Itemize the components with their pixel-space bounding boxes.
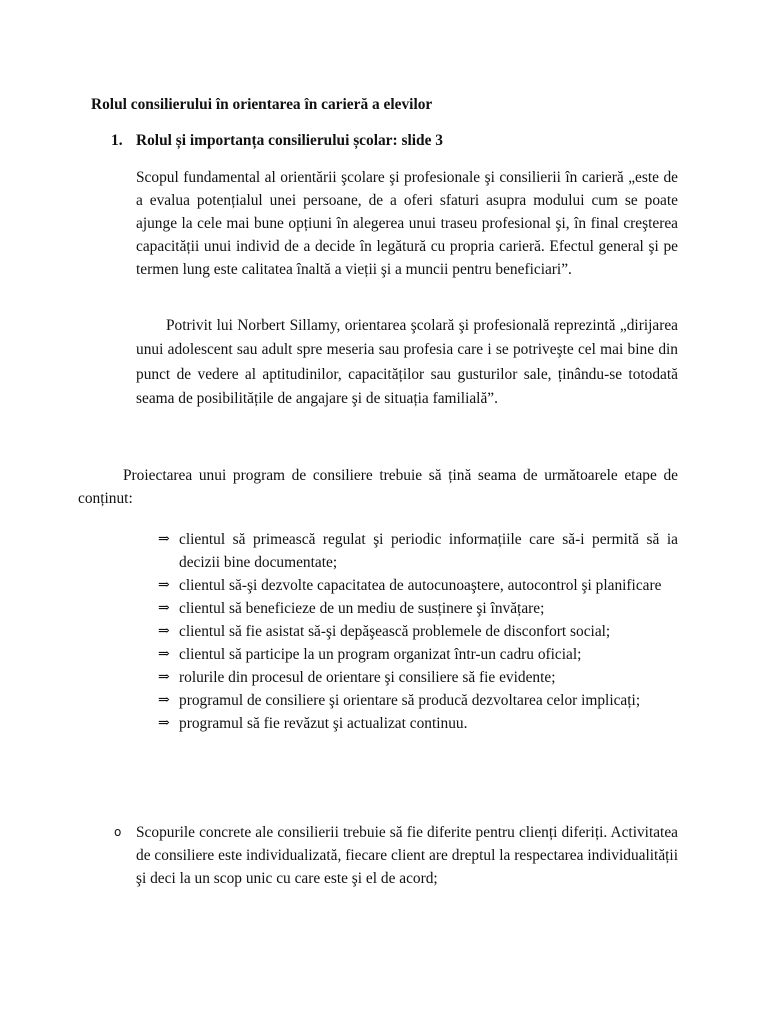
arrow-list [158, 528, 678, 735]
list-item: ⇒ clientul să beneficieze de un mediu de susținere şi învățare; [158, 597, 678, 620]
paragraph-goals: Scopurile concrete ale consilierii trebuie să fie diferite pentru clienți diferiți. Activitatea de consiliere este individualizată, fiecare client are dreptul la respectarea individualității şi deci la un scop unic cu care este şi el de acord; [136, 824, 678, 887]
paragraph-program-text: Proiectarea unui program de consiliere trebuie să țină seama de următoarele etape de conținut: [78, 467, 678, 507]
arrow-bullet-icon: ⇒ [158, 669, 170, 685]
list-item: ⇒ clientul să fie asistat să-şi depăşească problemele de disconfort social; [158, 620, 678, 643]
list-item: ⇒ programul să fie revăzut şi actualizat continuu. [158, 712, 678, 735]
section-number: 1. [111, 132, 123, 149]
paragraph-sillamy [136, 314, 678, 411]
arrow-bullet-icon: ⇒ [158, 692, 170, 708]
section-heading [111, 129, 443, 152]
document-title: Rolul consilierului în orientarea în carieră a elevilor [91, 96, 433, 113]
circle-bullet-icon: o [114, 825, 122, 839]
arrow-bullet-icon: ⇒ [158, 600, 170, 616]
arrow-bullet-icon: ⇒ [158, 715, 170, 731]
list-item: ⇒ programul de consiliere şi orientare să producă dezvoltarea celor implicați; [158, 689, 678, 712]
paragraph-program [78, 464, 678, 510]
arrow-bullet-icon: ⇒ [158, 577, 170, 593]
list-item: ⇒ clientul să participe la un program organizat într-un cadru oficial; [158, 643, 678, 666]
arrow-bullet-icon: ⇒ [158, 531, 170, 547]
list-item: ⇒ rolurile din procesul de orientare şi consiliere să fie evidente; [158, 666, 678, 689]
list-item: ⇒ clientul să-şi dezvolte capacitatea de autocunoaştere, autocontrol şi planificare [158, 574, 678, 597]
section-heading-text: Rolul și importanța consilierului școlar: slide 3 [136, 132, 443, 149]
arrow-bullet-icon: ⇒ [158, 623, 170, 639]
arrow-bullet-icon: ⇒ [158, 646, 170, 662]
list-item: ⇒ clientul să primească regulat şi periodic informațiile care să-i permită să ia decizii bine documentate; [158, 528, 678, 574]
paragraph-sillamy-text: Potrivit lui Norbert Sillamy, orientarea şcolară şi profesională reprezintă „dirijarea unui adolescent sau adult spre meseria sau profesia care i se potriveşte cel mai bine din punct de vedere al aptitudinilor, capacităților sau gusturilor sale, ținându-se totodată seama de posibilitățile de angajare şi de situația familială”. [136, 317, 678, 407]
paragraph-scope: Scopul fundamental al orientării şcolare şi profesionale şi consilierii în carieră „este de a evalua potențialul unei persoane, de a oferi sfaturi asupra modului cum se poate ajunge la cele mai bune opțiuni în alegerea unui traseu profesional şi, în final creşterea capacității unui individ de a decide în legătură cu propria carieră. Efectul general şi pe termen lung este calitatea înaltă a vieții şi a muncii pentru beneficiari”. [136, 169, 678, 278]
